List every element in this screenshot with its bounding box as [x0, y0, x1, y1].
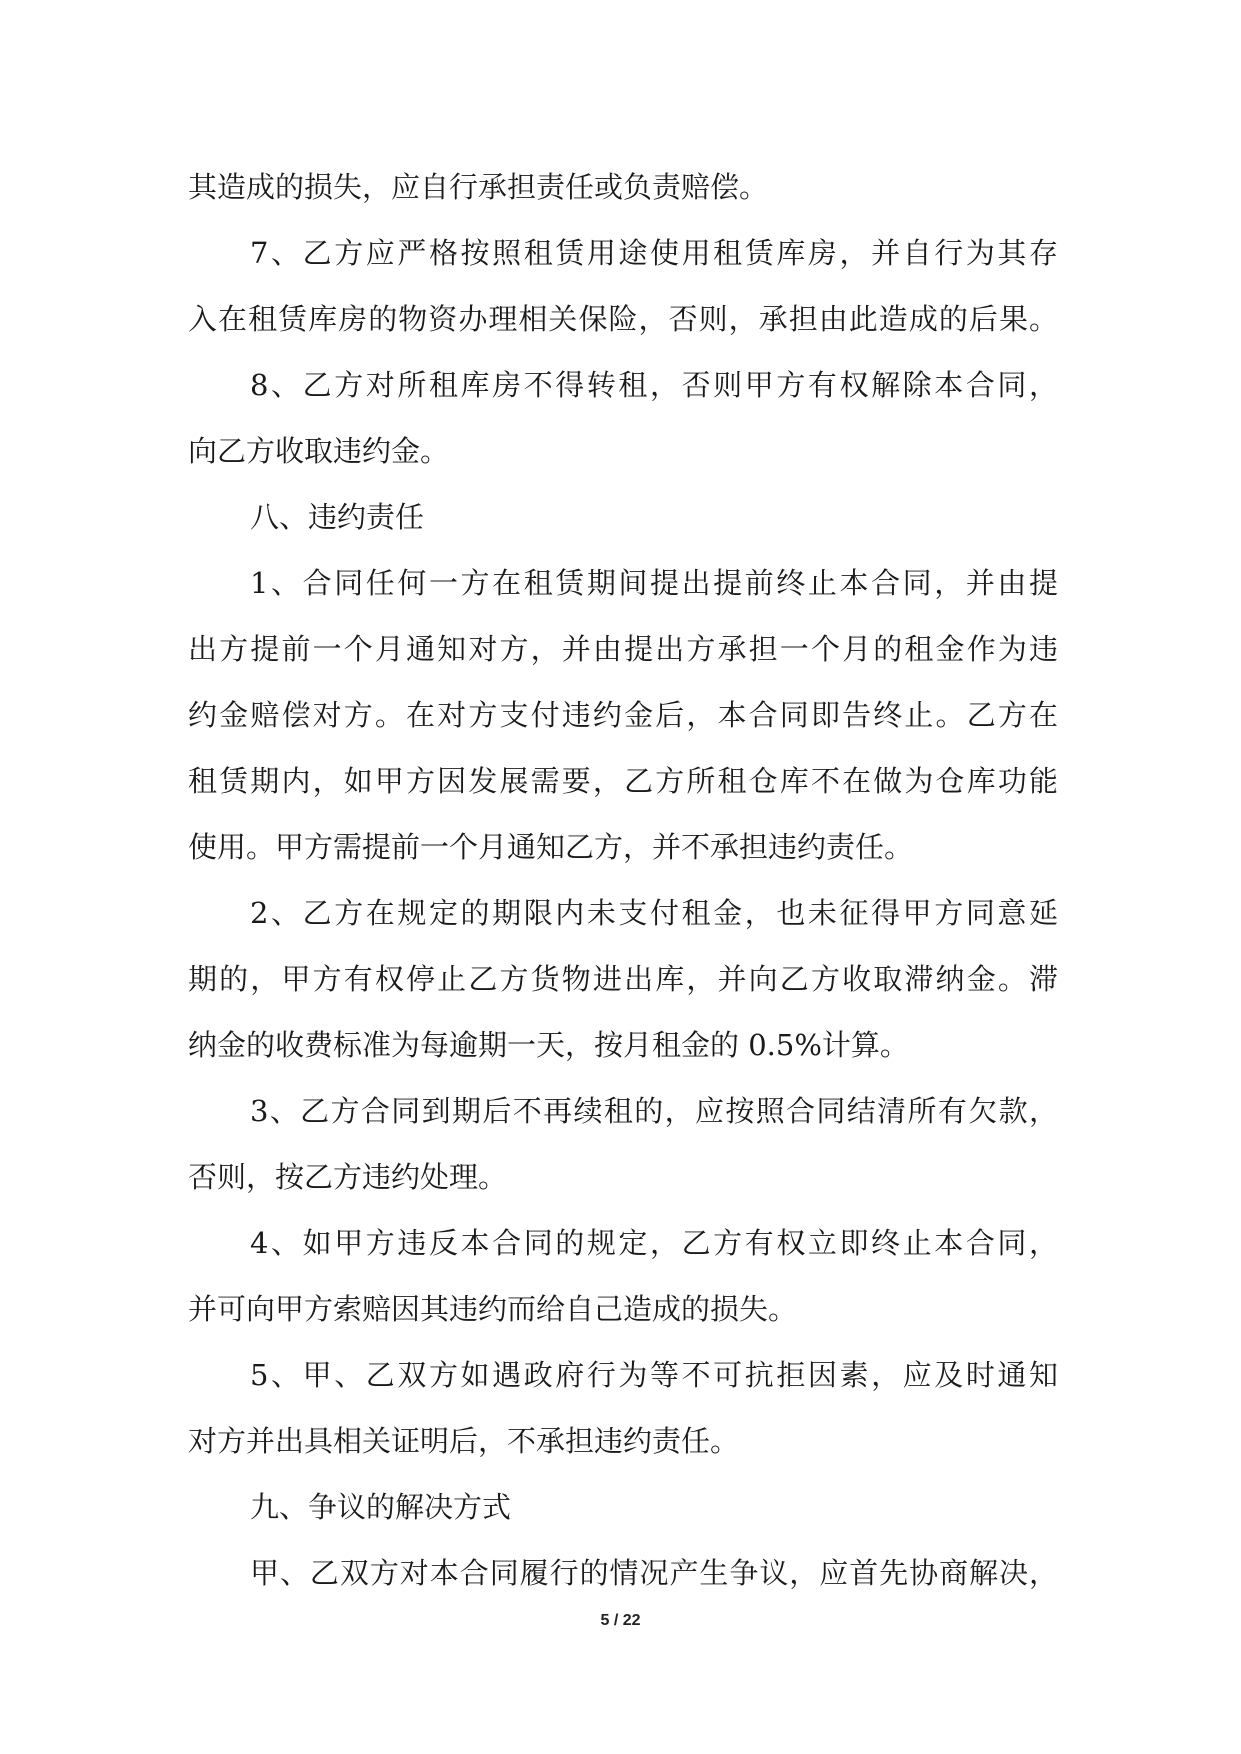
text-line: 向乙方收取违约金。	[188, 434, 450, 468]
text-line: 8、乙方对所租库房不得转租，否则甲方有权解除本合同，	[250, 368, 1058, 402]
text-line: 租赁期内，如甲方因发展需要，乙方所租仓库不在做为仓库功能	[188, 764, 1058, 798]
text-line: 对方并出具相关证明后，不承担违约责任。	[188, 1424, 740, 1458]
text-line: 九、争议的解决方式	[250, 1490, 512, 1524]
text-line: 纳金的收费标准为每逾期一天，按月租金的 0.5%计算。	[188, 1028, 909, 1062]
text-line: 4、如甲方违反本合同的规定，乙方有权立即终止本合同，	[250, 1226, 1058, 1260]
text-line: 否则，按乙方违约处理。	[188, 1160, 508, 1194]
text-line: 约金赔偿对方。在对方支付违约金后，本合同即告终止。乙方在	[188, 698, 1058, 732]
document-body	[188, 154, 1058, 1606]
text-line: 2、乙方在规定的期限内未支付租金，也未征得甲方同意延	[250, 896, 1058, 930]
text-line: 其造成的损失，应自行承担责任或负责赔偿。	[188, 170, 769, 204]
text-line: 7、乙方应严格按照租赁用途使用租赁库房，并自行为其存	[250, 236, 1058, 270]
text-line: 1、合同任何一方在租赁期间提出提前终止本合同，并由提	[250, 566, 1058, 600]
text-line: 期的，甲方有权停止乙方货物进出库，并向乙方收取滞纳金。滞	[188, 962, 1058, 996]
text-line: 出方提前一个月通知对方，并由提出方承担一个月的租金作为违	[188, 632, 1058, 666]
text-line: 八、违约责任	[250, 500, 425, 534]
text-line: 3、乙方合同到期后不再续租的，应按照合同结清所有欠款，	[250, 1094, 1058, 1128]
page-number: 5 / 22	[600, 1612, 641, 1629]
text-line: 入在租赁库房的物资办理相关保险，否则，承担由此造成的后果。	[188, 302, 1058, 336]
text-line: 5、甲、乙双方如遇政府行为等不可抗拒因素，应及时通知	[250, 1358, 1058, 1392]
text-line: 使用。甲方需提前一个月通知乙方，并不承担违约责任。	[188, 830, 914, 864]
text-line: 甲、乙双方对本合同履行的情况产生争议，应首先协商解决，	[250, 1556, 1058, 1590]
text-line: 并可向甲方索赔因其违约而给自己造成的损失。	[188, 1292, 798, 1326]
